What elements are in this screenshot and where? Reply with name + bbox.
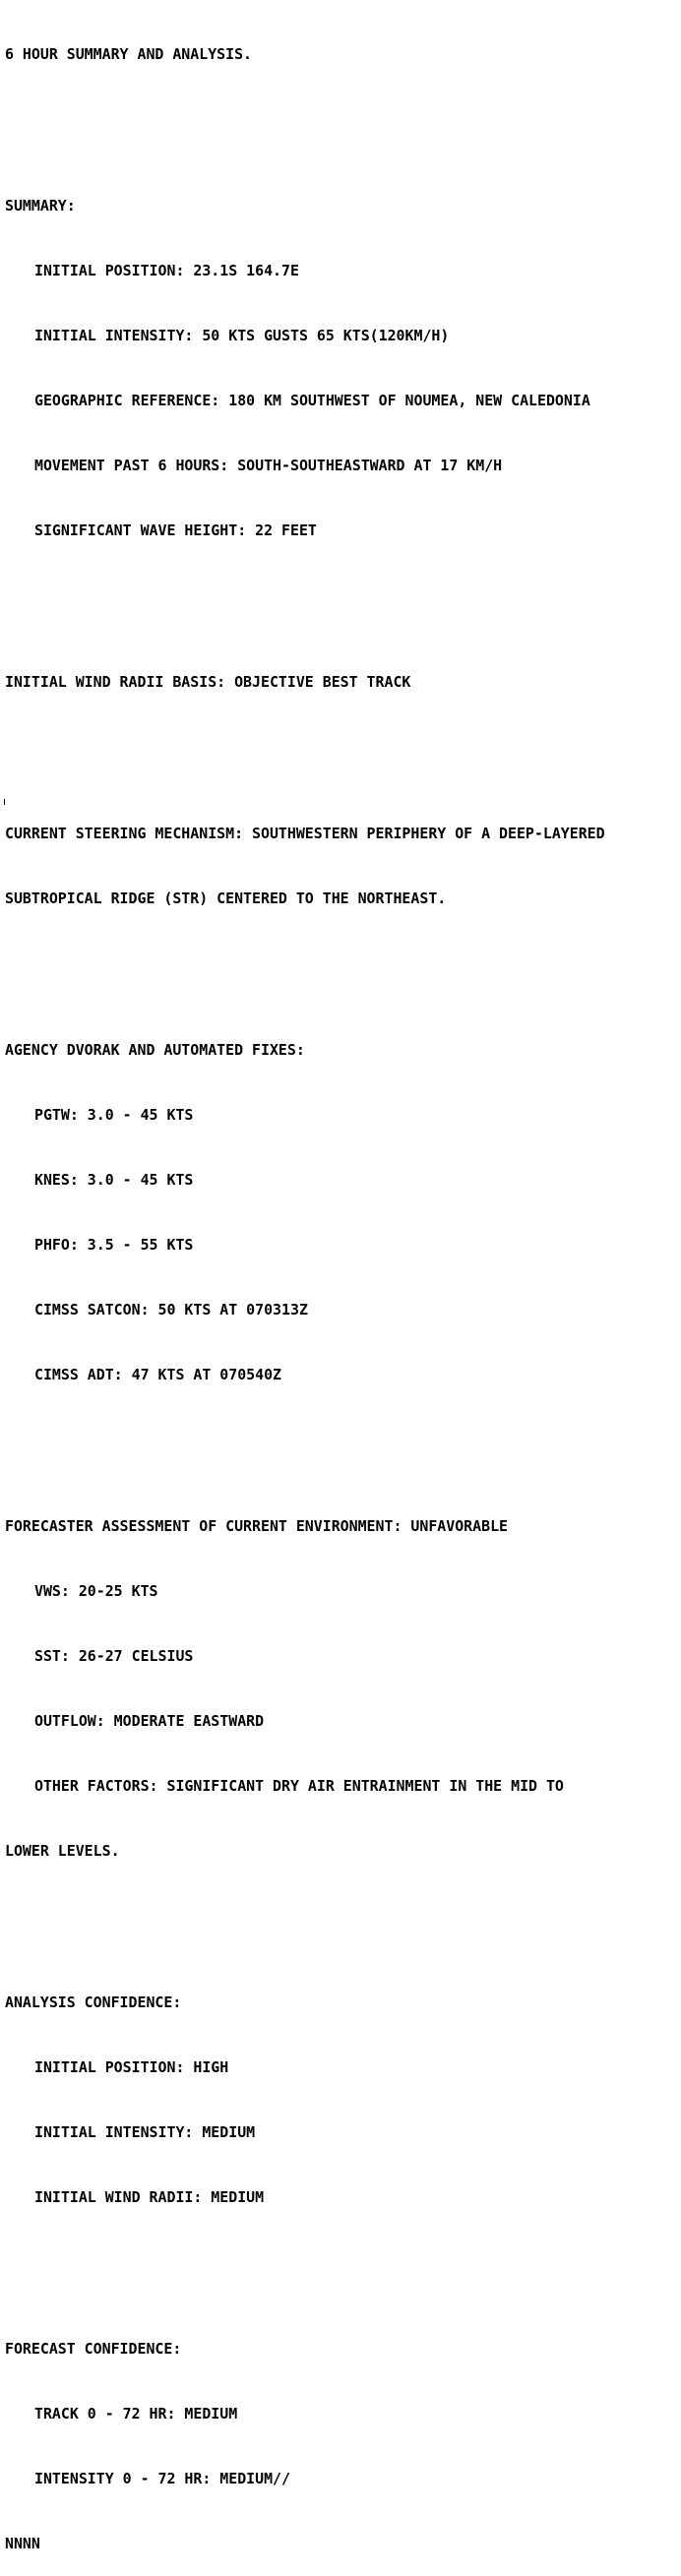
environment-vws: VWS: 20-25 KTS: [34, 1582, 158, 1600]
summary-movement: MOVEMENT PAST 6 HOURS: SOUTH-SOUTHEASTWARD AT 17 KM/H: [34, 457, 503, 474]
analysis-confidence-item: INITIAL POSITION: HIGH: [34, 2058, 229, 2076]
summary-heading: SUMMARY:: [5, 197, 76, 215]
fix-item: PHFO: 3.5 - 55 KTS: [34, 1236, 194, 1254]
analysis-confidence-heading: ANALYSIS CONFIDENCE:: [5, 1993, 182, 2011]
fix-item: CIMSS ADT: 47 KTS AT 070540Z: [34, 1366, 282, 1383]
forecast-confidence-heading: FORECAST CONFIDENCE:: [5, 2340, 182, 2358]
summary-initial-position: INITIAL POSITION: 23.1S 164.7E: [34, 262, 299, 279]
forecast-confidence-item: TRACK 0 - 72 HR: MEDIUM: [34, 2405, 238, 2423]
fix-item: KNES: 3.0 - 45 KTS: [34, 1171, 194, 1189]
spacer: [5, 584, 679, 606]
fix-item: CIMSS SATCON: 50 KTS AT 070313Z: [34, 1301, 308, 1319]
spacer: [5, 2251, 679, 2273]
spacer: [5, 736, 679, 758]
spacer: [5, 1905, 679, 1927]
steering-line-2: SUBTROPICAL RIDGE (STR) CENTERED TO THE NORTHEAST.: [5, 889, 447, 907]
bulletin-document: [5, 0, 679, 2576]
bulletin-title: 6 HOUR SUMMARY AND ANALYSIS.: [5, 45, 253, 63]
analysis-confidence-item: INITIAL INTENSITY: MEDIUM: [34, 2123, 256, 2141]
spacer: [5, 108, 679, 130]
environment-outflow: OUTFLOW: MODERATE EASTWARD: [34, 1712, 265, 1730]
text-cursor-mark: [4, 799, 5, 805]
summary-wave-height: SIGNIFICANT WAVE HEIGHT: 22 FEET: [34, 521, 317, 539]
end-marker: NNNN: [5, 2535, 40, 2552]
steering-line-1: CURRENT STEERING MECHANISM: SOUTHWESTERN PERIPHERY OF A DEEP-LAYERED: [5, 825, 605, 842]
forecast-confidence-item: INTENSITY 0 - 72 HR: MEDIUM//: [34, 2470, 290, 2487]
spacer: [5, 952, 679, 974]
fixes-heading: AGENCY DVORAK AND AUTOMATED FIXES:: [5, 1041, 305, 1059]
spacer: [5, 1429, 679, 1450]
environment-other-factors: OTHER FACTORS: SIGNIFICANT DRY AIR ENTRAINMENT IN THE MID TO: [34, 1777, 564, 1795]
summary-geographic-reference: GEOGRAPHIC REFERENCE: 180 KM SOUTHWEST OF NOUMEA, NEW CALEDONIA: [34, 392, 590, 409]
environment-heading: FORECASTER ASSESSMENT OF CURRENT ENVIRONMENT: UNFAVORABLE: [5, 1517, 509, 1535]
analysis-confidence-item: INITIAL WIND RADII: MEDIUM: [34, 2188, 265, 2206]
environment-sst: SST: 26-27 CELSIUS: [34, 1647, 194, 1665]
wind-radii-basis: INITIAL WIND RADII BASIS: OBJECTIVE BEST TRACK: [5, 673, 411, 691]
fix-item: PGTW: 3.0 - 45 KTS: [34, 1106, 194, 1124]
summary-initial-intensity: INITIAL INTENSITY: 50 KTS GUSTS 65 KTS(120KM/H): [34, 327, 450, 344]
environment-other-factors-cont: LOWER LEVELS.: [5, 1842, 120, 1860]
